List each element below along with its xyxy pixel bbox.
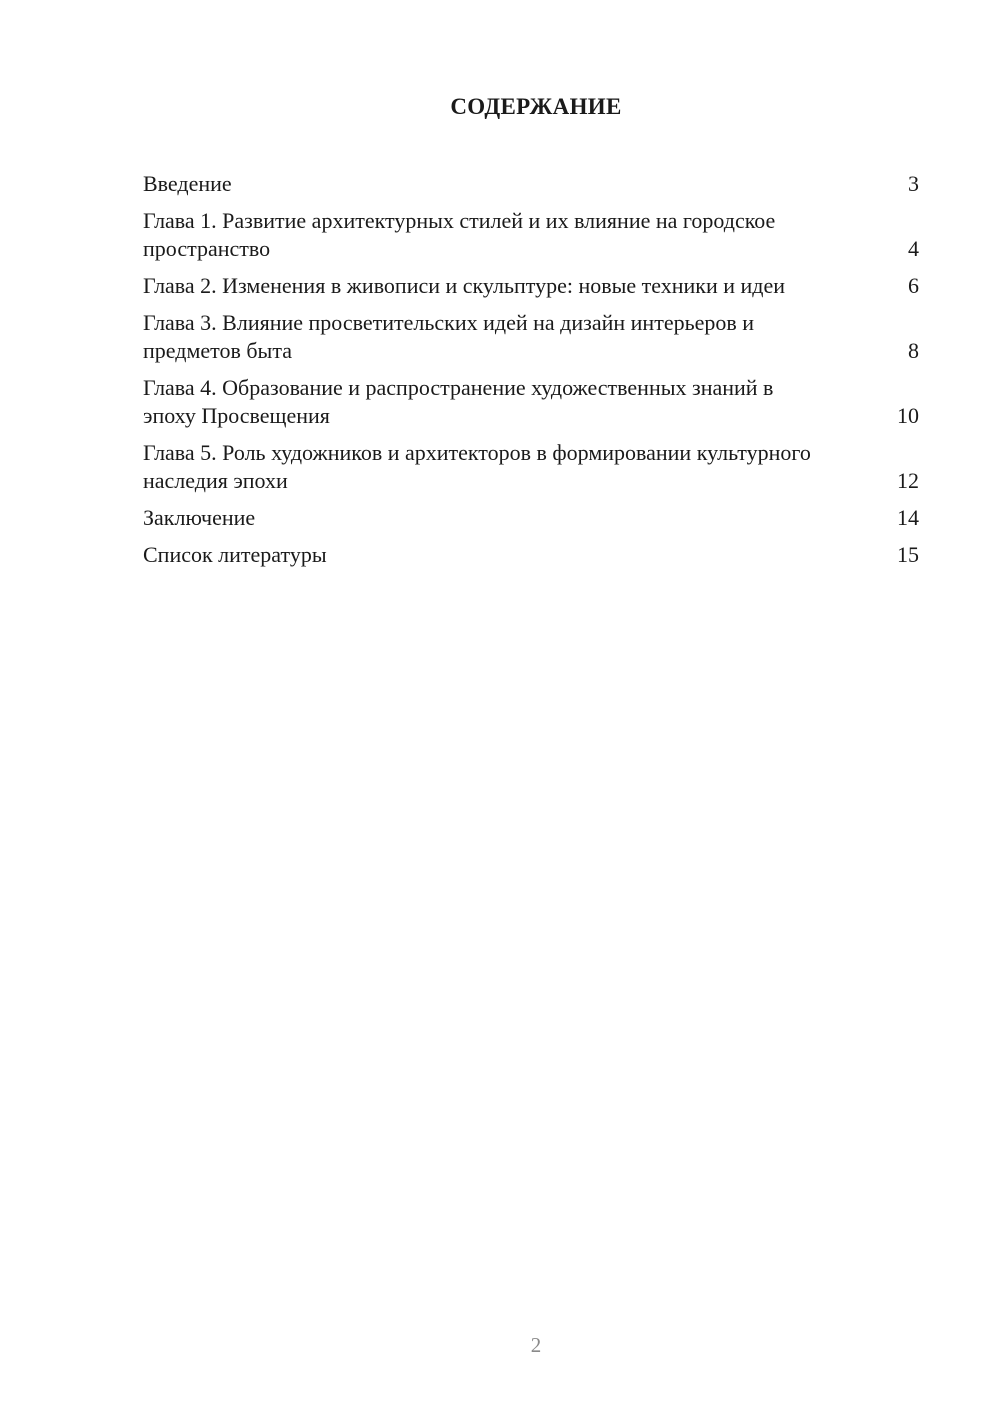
toc-entry-text: Введение <box>143 171 232 196</box>
toc-entry-bibliography[interactable] <box>143 541 919 569</box>
page-title: СОДЕРЖАНИЕ <box>450 94 622 119</box>
toc-entry-chapter-2[interactable] <box>143 272 919 300</box>
page-number: 2 <box>530 1333 542 1357</box>
toc-entry-chapter-5[interactable] <box>143 439 919 495</box>
toc-entry-page: 15 <box>897 542 919 567</box>
toc-entry-text: Глава 1. Развитие архитектурных стилей и их влияние на городское пространство <box>143 208 776 261</box>
toc-entry-conclusion[interactable] <box>143 504 919 532</box>
toc-entry-text: Глава 4. Образование и распространение художественных знаний в эпоху Просвещения <box>143 375 774 428</box>
toc-entry-chapter-3[interactable] <box>143 309 919 365</box>
toc-entry-page: 3 <box>908 171 919 196</box>
toc-entry-text: Глава 2. Изменения в живописи и скульптуре: новые техники и идеи <box>143 273 786 298</box>
toc-entry-page: 10 <box>897 403 919 428</box>
toc-entry-text: Список литературы <box>143 542 327 567</box>
toc-entry-chapter-1[interactable] <box>143 207 919 263</box>
toc-entry-chapter-4[interactable] <box>143 374 919 430</box>
table-of-contents <box>143 170 919 578</box>
toc-entry-page: 14 <box>897 505 919 530</box>
toc-entry-page: 12 <box>897 468 919 493</box>
toc-entry-page: 8 <box>908 338 919 363</box>
toc-entry-page: 4 <box>908 236 919 261</box>
toc-entry-introduction[interactable] <box>143 170 919 198</box>
toc-entry-text: Заключение <box>143 505 256 530</box>
toc-entry-page: 6 <box>908 273 919 298</box>
toc-entry-text: Глава 3. Влияние просветительских идей на дизайн интерьеров и предметов быта <box>143 310 755 363</box>
toc-entry-text: Глава 5. Роль художников и архитекторов в формировании культурного наследия эпохи <box>143 440 811 493</box>
